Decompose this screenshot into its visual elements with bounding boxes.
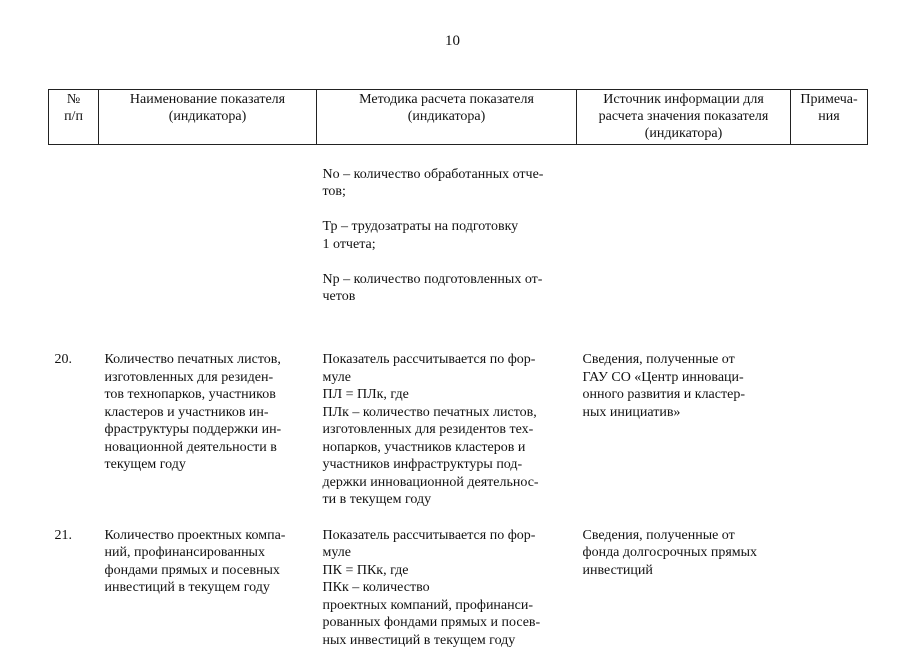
cell-number: 20. bbox=[49, 337, 99, 521]
header-information-source: Источник информации для расчета значения показателя (индикатора) bbox=[577, 90, 791, 145]
cell-indicator-name: Количество печатных листов, изготовленных для резиден- тов технопарков, участников кластеров и участников ин- фраструктуры поддержки ин- новационной деятельности в текущем году bbox=[99, 337, 317, 521]
method-line: Тр – трудозатраты на подготовку 1 отчета; bbox=[323, 218, 573, 253]
cell-indicator-name: Количество проектных компа- ний, профинансированных фондами прямых и посевных инвестиций в текущем году bbox=[99, 521, 317, 649]
cell-notes bbox=[791, 521, 868, 649]
page-number: 10 bbox=[0, 33, 905, 50]
table-header bbox=[49, 90, 868, 145]
cell-information-source: Сведения, полученные от ГАУ СО «Центр инноваци- онного развития и кластер- ных инициатив» bbox=[577, 337, 791, 521]
table-row-continuation bbox=[49, 145, 868, 338]
cell-indicator-name bbox=[99, 145, 317, 338]
cell-number: 21. bbox=[49, 521, 99, 649]
cell-calculation-method: Показатель рассчитывается по фор- муле ПЛ = ПЛк, где ПЛк – количество печатных листов, изготовленных для резидентов тех- нопарков, участников кластеров и участников инфраструктуры под- держки инновационной деятельнос- ти в текущем году bbox=[317, 337, 577, 521]
cell-notes bbox=[791, 337, 868, 521]
table-row bbox=[49, 521, 868, 649]
table-row bbox=[49, 337, 868, 521]
header-number: № п/п bbox=[49, 90, 99, 145]
header-indicator-name: Наименование показателя (индикатора) bbox=[99, 90, 317, 145]
indicator-table bbox=[48, 89, 868, 649]
header-calculation-method: Методика расчета показателя (индикатора) bbox=[317, 90, 577, 145]
cell-number bbox=[49, 145, 99, 338]
cell-calculation-method: Показатель рассчитывается по фор- муле ПК = ПКк, где ПКк – количество проектных компаний, профинанси- рованных фондами прямых и посев- ных инвестиций в текущем году bbox=[317, 521, 577, 649]
cell-calculation-method bbox=[317, 145, 577, 338]
cell-information-source bbox=[577, 145, 791, 338]
method-line: Np – количество подготовленных от- четов bbox=[323, 271, 573, 306]
cell-information-source: Сведения, полученные от фонда долгосрочных прямых инвестиций bbox=[577, 521, 791, 649]
method-line: No – количество обработанных отче- тов; bbox=[323, 166, 573, 201]
header-notes: Примеча- ния bbox=[791, 90, 868, 145]
cell-notes bbox=[791, 145, 868, 338]
